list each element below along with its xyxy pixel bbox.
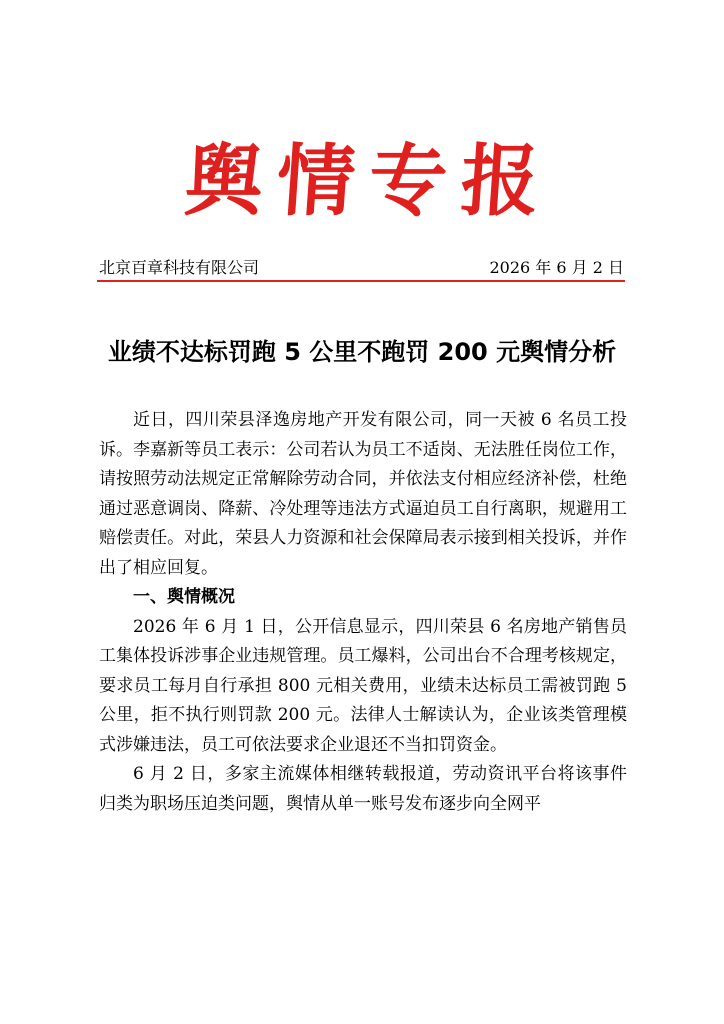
paragraph-overview: 2026 年 6 月 1 日，公开信息显示，四川荣县 6 名房地产销售员工集体投诉涉事企业违规管理。员工爆料，公司出台不合理考核规定，要求员工每月自行承担 800 元相关费用，业绩未达标员工需被罚跑 5 公里，拒不执行则罚款 200 元。法律人士解读认为，企业该类管理模式涉嫌违法，员工可依法要求企业退还不当扣罚资金。	[99, 616, 627, 755]
organization-name: 北京百章科技有限公司	[99, 258, 260, 277]
section-heading: 一、舆情概况	[133, 587, 235, 607]
header-line	[99, 256, 624, 280]
paragraph-intro: 近日，四川荣县泽逸房地产开发有限公司，同一天被 6 名员工投诉。李嘉新等员工表示：公司若认为员工不适岗、无法胜任岗位工作，请按照劳动法规定正常解除劳动合同，并依法支付相应经济补偿，杜绝通过恶意调岗、降薪、冷处理等违法方式逼迫员工自行离职，规避用工赔偿责任。对此，荣县人力资源和社会保障局表示接到相关投诉，并作出了相应回复。	[99, 410, 627, 578]
paragraph-spread: 6 月 2 日，多家主流媒体相继转载报道，劳动资讯平台将该事件归类为职场压迫类问题，舆情从单一账号发布逐步向全网平	[99, 764, 627, 814]
header-divider	[97, 280, 625, 282]
document-title: 业绩不达标罚跑 5 公里不跑罚 200 元舆情分析	[107, 338, 617, 366]
document-body	[99, 406, 627, 819]
issue-date: 2026 年 6 月 2 日	[489, 258, 624, 277]
masthead-title: 舆情专报	[181, 137, 557, 227]
